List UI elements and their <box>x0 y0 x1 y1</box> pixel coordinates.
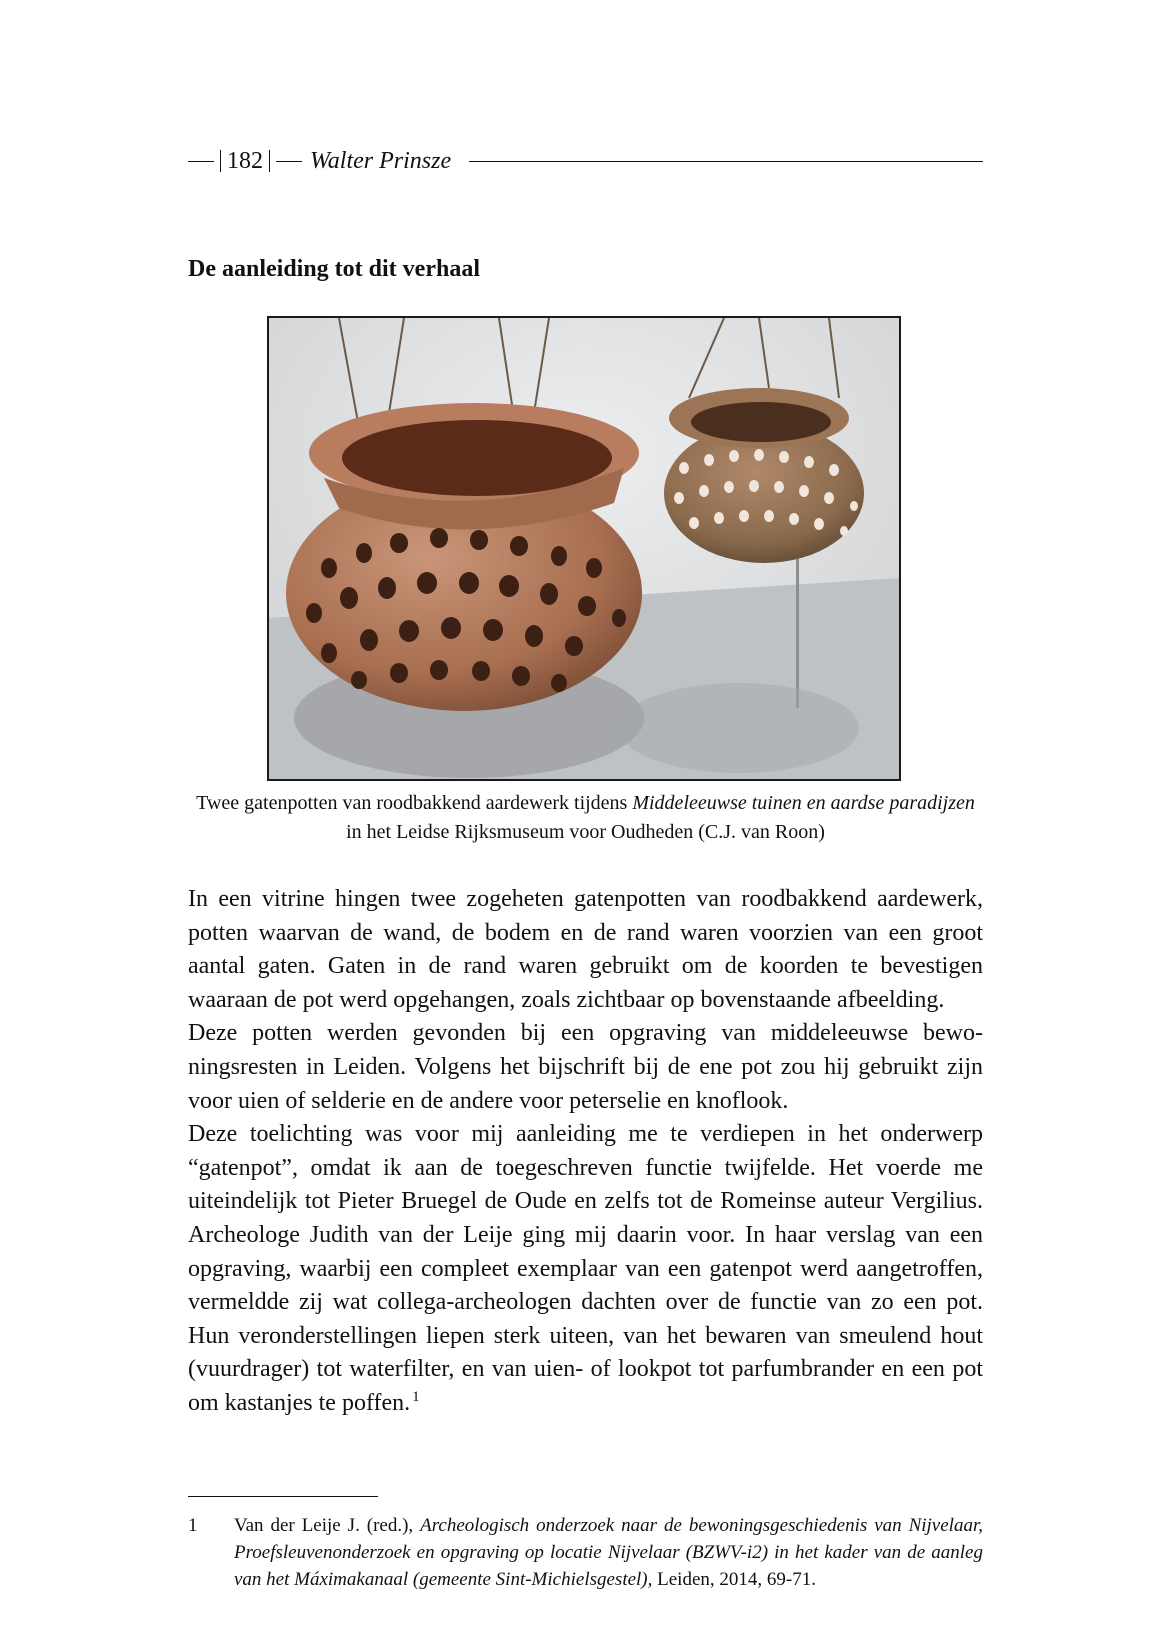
footnote-text <box>234 1512 983 1593</box>
footnote-reference[interactable]: 1 <box>412 1388 420 1405</box>
footnote-publication: Leiden, 2014, 69-71. <box>652 1569 816 1590</box>
caption-text: Twee gatenpotten van roodbakkend aardewerk tijdens <box>196 792 633 814</box>
page-number: 182 <box>227 147 263 174</box>
figure-photo-hanging-pots <box>267 316 901 781</box>
paragraph-1: In een vitrine hingen twee zogeheten gatenpotten van roodbakkend aardewerk, potten waarvan de wand, de bodem en de rand waren voorzien van een groot aantal gaten. Gaten in de rand waren gebruikt om de koorden te bevestigen waaraan de pot werd opgehangen, zoals zichtbaar op bovenstaande afbeelding. <box>188 886 983 1013</box>
body-text <box>188 883 983 1421</box>
section-heading: De aanleiding tot dit verhaal <box>188 256 480 282</box>
support-rod <box>796 548 799 708</box>
figure-caption <box>188 789 983 847</box>
header-dash-right <box>276 161 302 162</box>
footnote-number: 1 <box>188 1515 198 1536</box>
header-bar-right <box>269 150 270 172</box>
header-author: Walter Prinsze <box>310 147 452 174</box>
paragraph-2: Deze potten werden gevonden bij een opgraving van middeleeuwse bewoningsresten in Leiden. Volgens het bijschrift bij de ene pot zou hij gebruikt zijn voor uien of selderie en de andere voor peterselie en knoflook. <box>188 1020 983 1114</box>
paragraph-3 <box>188 1118 983 1420</box>
running-header <box>188 146 983 176</box>
footnote-1 <box>188 1512 983 1593</box>
small-pot-opening <box>691 402 831 442</box>
header-rule <box>469 161 983 162</box>
pot-shadow-small <box>619 683 859 773</box>
header-bar-left <box>220 150 221 172</box>
footnote-author: Van der Leije J. (red.), <box>234 1515 421 1536</box>
footnote-title: Archeologisch onderzoek naar de bewoningsgeschiedenis van Nijvelaar, Proefsleuvenonderzoek en opgraving op locatie Nijvelaar (BZWV-i2) in het kader van de aanleg van het Máximakanaal (gemeente Sint-Michielsgestel), <box>234 1515 983 1590</box>
caption-exhibition-title: Middeleeuwse tuinen en aardse paradijzen <box>632 792 975 814</box>
pots-illustration <box>269 318 899 779</box>
caption-credit: in het Leidse Rijksmuseum voor Oudheden (C.J. van Roon) <box>346 821 825 843</box>
footnote-divider <box>188 1496 378 1497</box>
header-dash <box>188 161 214 162</box>
paragraph-3-text: Deze toelichting was voor mij aanleiding me te verdiepen in het onderwerp “gatenpot”, omdat ik aan de toegeschreven functie twijfelde. Het voerde me uiteindelijk tot Pieter Bruegel de Oude en zelfs tot de Romeinse auteur Vergilius. Archeologe Judith van der Leije ging mij daarin voor. In haar verslag van een opgraving, waarbij een compleet exemplaar van een gatenpot werd aangetroffen, vermeldde zij wat collega-archeologen dachten over de functie van zo een pot. Hun veronderstellingen liepen sterk uiteen, van het bewaren van smeulend hout (vuurdrager) tot waterfilter, en van uien- of lookpot tot parfumbrander en een pot om kastanjes te poffen. <box>188 1121 983 1416</box>
large-pot-opening <box>342 420 612 496</box>
